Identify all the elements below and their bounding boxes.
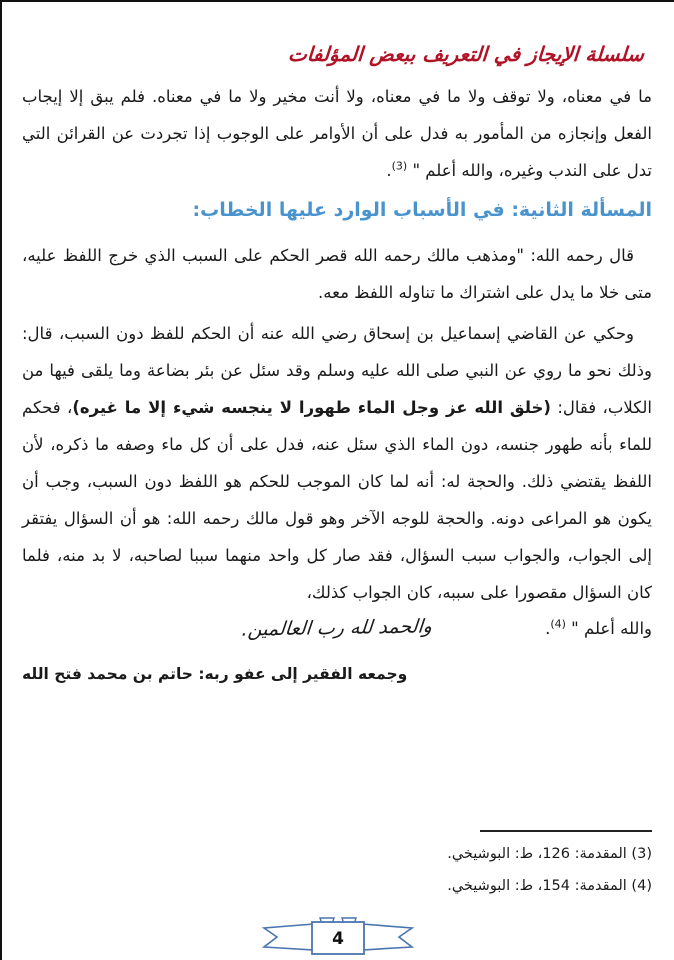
closing-text: والله أعلم " bbox=[571, 618, 652, 638]
sentence-period: . bbox=[386, 161, 392, 180]
paragraph-continuation bbox=[22, 78, 652, 189]
ribbon-banner-icon bbox=[260, 915, 416, 957]
paragraph-malik-quote: قال رحمه الله: "ومذهب مالك رحمه الله قصر الحكم على السبب الذي خرج اللفظ عليه، متى خلا ما يدل على اشتراك ما تناوله اللفظ معه. bbox=[22, 246, 652, 302]
footnote-4: (4) المقدمة: 154، ط: البوشيخي. bbox=[447, 878, 652, 894]
paragraph-qadi-ismail bbox=[22, 315, 652, 611]
footnotes-section bbox=[24, 830, 652, 902]
page-content bbox=[2, 42, 674, 683]
footnote-separator-rule bbox=[480, 830, 652, 832]
collector-signature-line: وجمعه الفقير إلى عفو ربه: حاتم بن محمد فتح الله bbox=[22, 665, 408, 683]
closing-statement bbox=[432, 619, 652, 638]
paragraph-3-pre: وحكي عن القاضي إسماعيل بن إسحاق رضي الله عنه أن الحكم للفظ دون السبب، قال: وذلك نحو ما روي عن النبي صلى الله عليه وسلم وقد سئل عن بئر بضاعة وما يلقى فيها من الكلاب، فقال: bbox=[22, 324, 652, 417]
closing-row bbox=[22, 617, 652, 639]
section-heading-second-issue: المسألة الثانية: في الأسباب الوارد عليها الخطاب: bbox=[192, 199, 652, 221]
paragraph-1-text: ما في معناه، ولا توقف ولا ما في معناه، ولا أنت مخير ولا ما في معناه. فلم يبق إلا إيجاب الفعل وإنجازه من المأمور به فدل على أن الأوامر على الوجوب إذا تجردت عن القرائن التي تدل على الندب وغيره، والله أعلم " bbox=[22, 87, 652, 180]
page-number-ribbon bbox=[260, 915, 416, 957]
series-title: سلسلة الإيجاز في التعريف ببعض المؤلفات bbox=[287, 42, 645, 66]
footnote-3: (3) المقدمة: 126، ط: البوشيخي. bbox=[447, 846, 652, 862]
page-number: 4 bbox=[332, 929, 344, 949]
footnote-ref-3[interactable]: (3) bbox=[391, 159, 408, 173]
hadith-bold-text: (خلق الله عز وجل الماء طهورا لا ينجسه شيء إلا ما غيره) bbox=[72, 398, 551, 417]
closing-period: . bbox=[545, 618, 551, 638]
hamdala-calligraphy: والحمد لله رب العالمين. bbox=[240, 615, 434, 641]
paragraph-3-post: ، فحكم للماء بأنه طهور جنسه، دون الماء الذي سئل عنه، فدل على أن كل ماء وصفه ما ذكره، لأن اللفظ يقتضي ذلك. والحجة له: أنه لما كان الموجب للحكم هو اللفظ دون السبب، وجب أن يكون هو المراعى دونه. والحجة للوجه الآخر وهو قول مالك رحمه الله: هو أن السؤال يفتقر إلى الجواب، والجواب سبب السؤال، فقد صار كل واحد منهما سببا لصاحبه، لا بد منه، فلما كان السؤال مقصورا على سببه، كان الجواب كذلك، bbox=[22, 398, 652, 602]
footnote-ref-4[interactable]: (4) bbox=[550, 617, 566, 630]
